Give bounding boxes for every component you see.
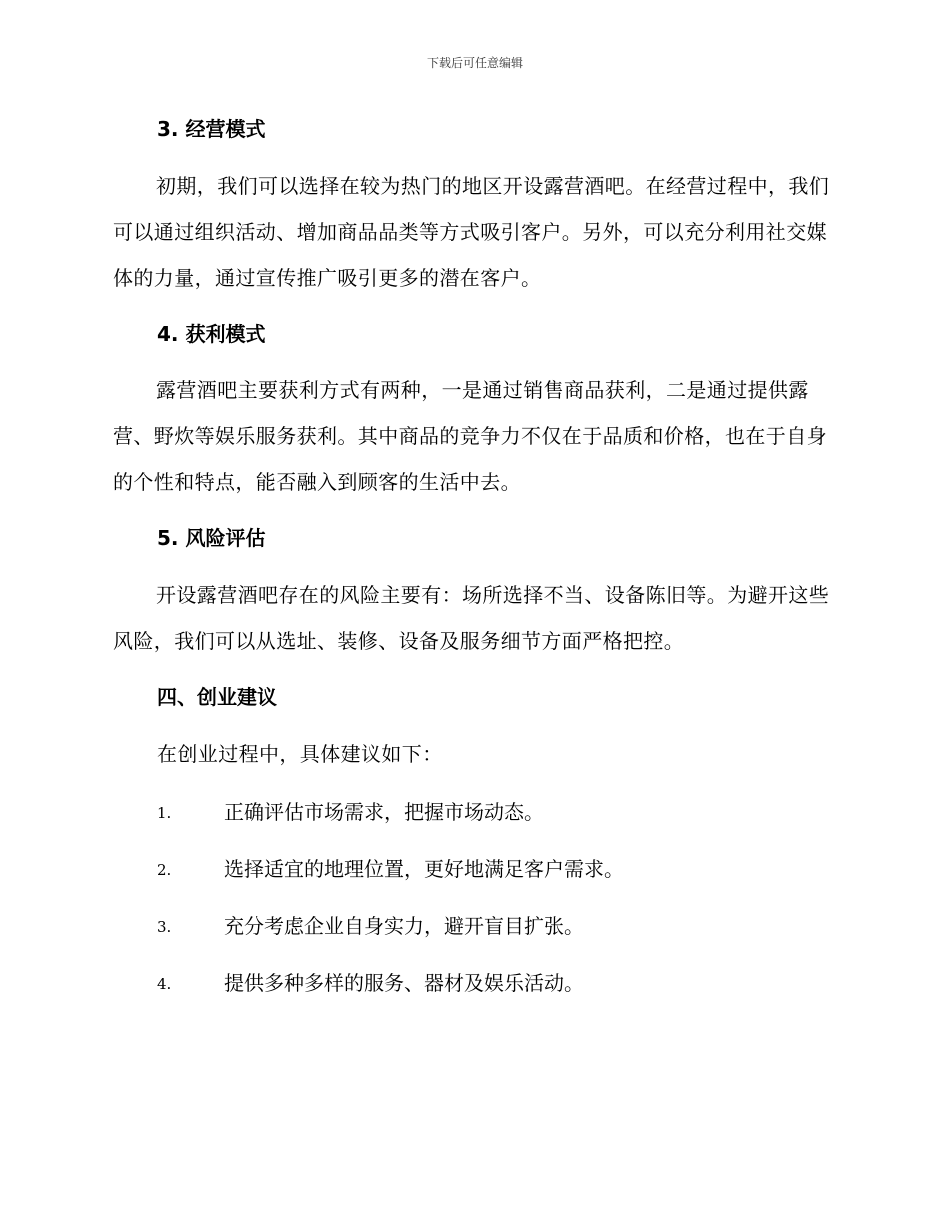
header-note: 下载后可任意编辑: [426, 56, 523, 70]
list-item: [157, 911, 837, 941]
list-text: 提供多种多样的服务、器材及娱乐活动。: [224, 971, 584, 995]
list-text: 选择适宜的地理位置，更好地满足客户需求。: [224, 857, 624, 881]
list-number: 1.: [157, 804, 172, 822]
paragraph-risk-assessment: 开设露营酒吧存在的风险主要有：场所选择不当、设备陈旧等。为避开这些风险，我们可以从选址、装修、设备及服务细节方面严格把控。: [113, 583, 830, 653]
section-heading-startup-advice: 四、创业建议: [157, 685, 277, 709]
paragraph-profit-model: 露营酒吧主要获利方式有两种，一是通过销售商品获利，二是通过提供露营、野炊等娱乐服务获利。其中商品的竞争力不仅在于品质和价格，也在于自身的个性和特点，能否融入到顾客的生活中去。: [113, 378, 827, 494]
list-text: 充分考虑企业自身实力，避开盲目扩张。: [224, 914, 584, 938]
list-number: 4.: [157, 975, 172, 993]
list-number: 3.: [157, 918, 172, 936]
section-heading-profit-model: 4. 获利模式: [157, 322, 266, 346]
paragraph-business-model: 初期，我们可以选择在较为热门的地区开设露营酒吧。在经营过程中，我们可以通过组织活动、增加商品品类等方式吸引客户。另外，可以充分利用社交媒体的力量，通过宣传推广吸引更多的潜在客户。: [113, 174, 830, 290]
list-item: [157, 854, 837, 884]
list-text: 正确评估市场需求，把握市场动态。: [224, 800, 544, 824]
paragraph-startup-advice: 在创业过程中，具体建议如下：: [157, 742, 443, 766]
list-number: 2.: [157, 861, 172, 879]
list-item: [157, 968, 837, 998]
section-heading-risk-assessment: 5. 风险评估: [157, 526, 266, 550]
section-heading-business-model: 3. 经营模式: [157, 117, 266, 141]
list-item: [157, 797, 837, 827]
